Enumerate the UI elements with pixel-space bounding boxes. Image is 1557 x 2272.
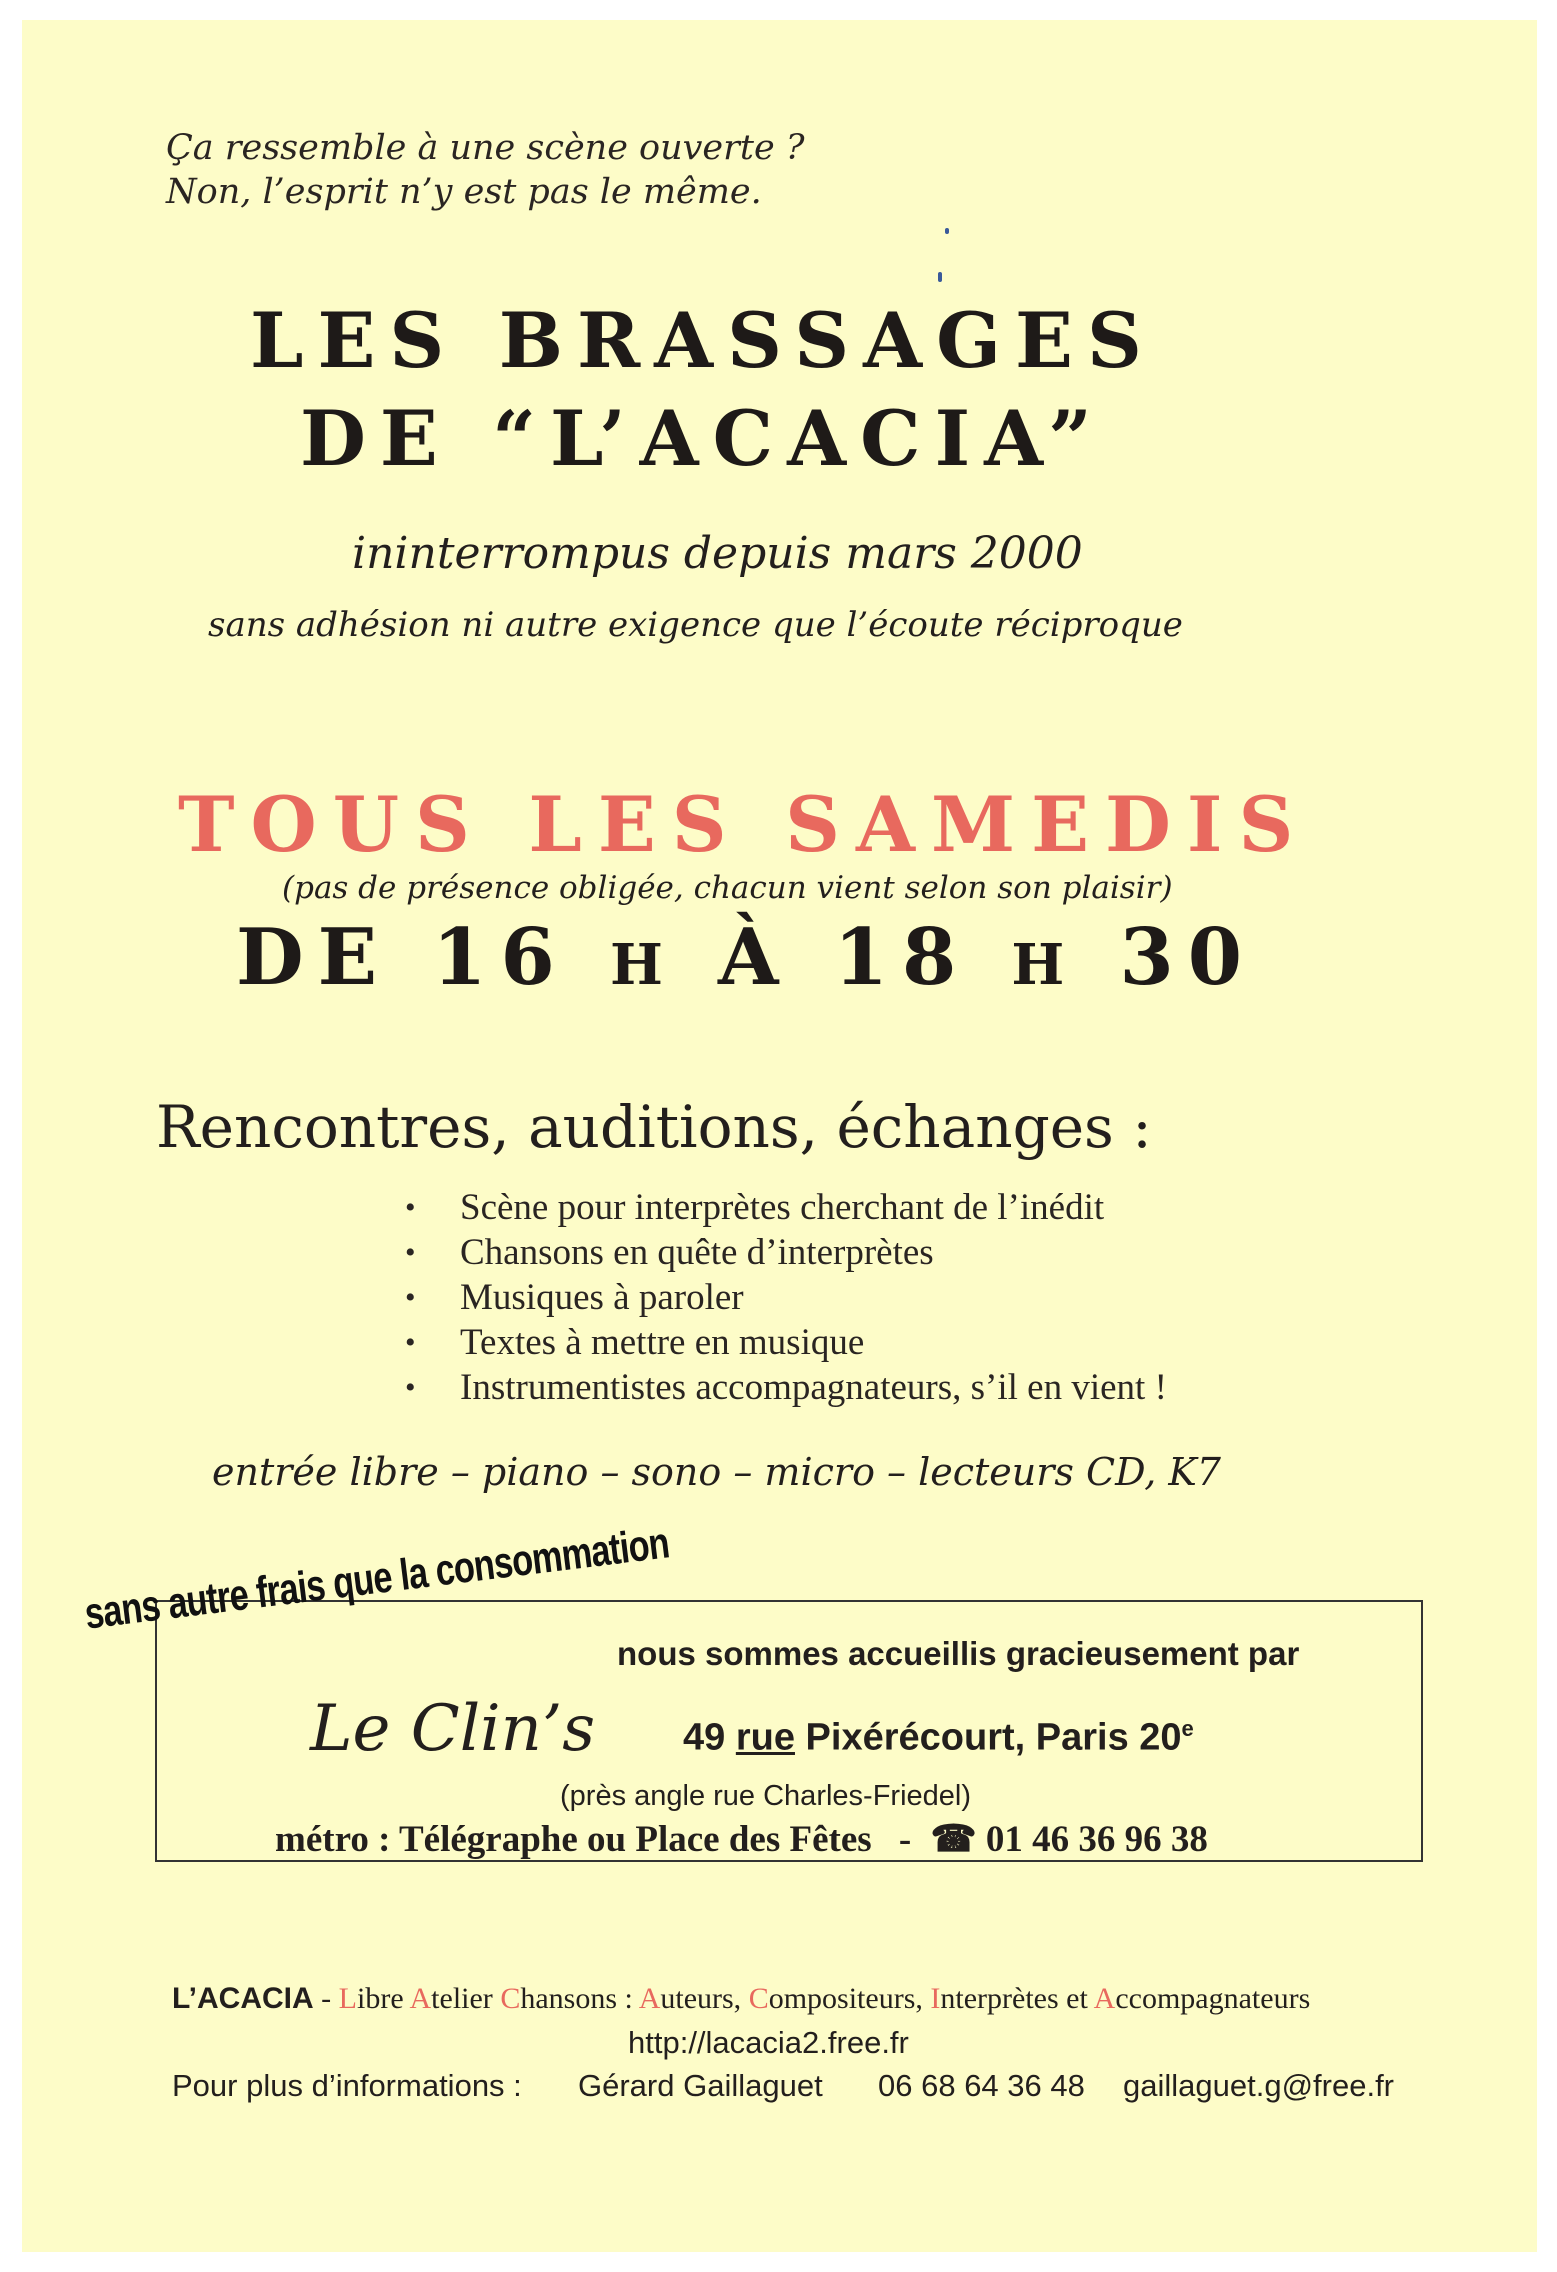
footer-initial: A [638,1982,661,2015]
hours-end-m: 30 [1119,912,1257,1003]
footer-contact-email[interactable]: gaillaguet.g@free.fr [1123,2068,1395,2103]
activities-heading: Rencontres, auditions, échanges : [156,1093,1152,1161]
phone-icon: ☎ [930,1819,977,1860]
footer-initial: A [409,1982,432,2015]
hours-end-h: 18 [833,912,971,1003]
footer-initial: L [338,1982,357,2015]
title-line-1: LES BRASSAGES [250,296,1156,385]
footer-url[interactable]: http://lacacia2.free.fr [628,2025,909,2060]
footer-dash: - [321,1982,332,2015]
activities-list [405,1185,1167,1410]
bullet-icon: • [405,1281,416,1314]
ink-speck [938,272,942,282]
days-heading: TOUS LES SAMEDIS [178,780,1310,869]
footer-org-line: L’ACACIA - Libre Atelier Chansons : Auteurs, Compositeurs, Interprètes et Accompagnateurs [172,1982,1311,2015]
intro-line-2: Non, l’esprit n’y est pas le même. [166,172,762,212]
subline: sans adhésion ni autre exigence que l’écoute réciproque [208,605,1183,645]
bullet-icon: • [405,1236,416,1269]
schedule-note: (pas de présence obligée, chacun vient selon son plaisir) [282,870,1173,906]
address-rest: Pixérécourt, Paris 20 [805,1716,1182,1759]
venue-corner: (près angle rue Charles-Friedel) [560,1780,971,1812]
intro-line-1: Ça ressemble à une scène ouverte ? [166,128,805,168]
hours-h-2: H [1011,932,1079,998]
list-item: • Scène pour interprètes cherchant de l’inédit [405,1187,1105,1228]
list-item: • Instrumentistes accompagnateurs, s’il en vient ! [405,1367,1167,1408]
bullet-icon: • [405,1371,416,1404]
metro-line [275,1817,1208,1861]
entry-line: entrée libre – piano – sono – micro – lecteurs CD, K7 [212,1450,1221,1494]
metro-text: métro : Télégraphe ou Place des Fêtes [275,1819,872,1860]
list-item: • Musiques à paroler [405,1277,744,1318]
address-rue: rue [735,1716,795,1759]
footer-contact-phone: 06 68 64 36 48 [878,2068,1085,2103]
subtitle: ininterrompus depuis mars 2000 [352,528,1083,579]
welcome-text: nous sommes accueillis gracieusement par [617,1635,1300,1672]
venue-address [683,1716,1194,1760]
footer-initial: C [500,1982,521,2015]
consumption-stamp: sans autre frais que la consommation [82,1518,672,1639]
footer-initial: I [930,1982,941,2015]
list-item: • Chansons en quête d’interprètes [405,1232,934,1273]
hours-start: 16 [432,912,569,1003]
venue-phone: 01 46 36 96 38 [985,1819,1208,1860]
hours-a: À [718,912,793,1003]
hours-h-1: H [609,932,677,998]
hours-line [236,912,1256,1003]
address-number: 49 [683,1716,726,1759]
address-sup: e [1181,1716,1194,1741]
bullet-icon: • [405,1191,416,1224]
footer-org: L’ACACIA [172,1982,314,2015]
footer-contact-name: Gérard Gaillaguet [578,2068,823,2103]
venue-name: Le Clin’s [310,1692,596,1766]
footer-info-label: Pour plus d’informations : [172,2068,522,2103]
hours-de: DE [236,912,392,1003]
footer-initial: C [748,1982,769,2015]
phone-separator: - [898,1819,912,1860]
title-line-2: DE “L’ACACIA” [300,394,1106,483]
bullet-icon: • [405,1326,416,1359]
ink-speck [945,228,949,234]
footer-initial: A [1093,1982,1116,2015]
list-item: • Textes à mettre en musique [405,1322,865,1363]
